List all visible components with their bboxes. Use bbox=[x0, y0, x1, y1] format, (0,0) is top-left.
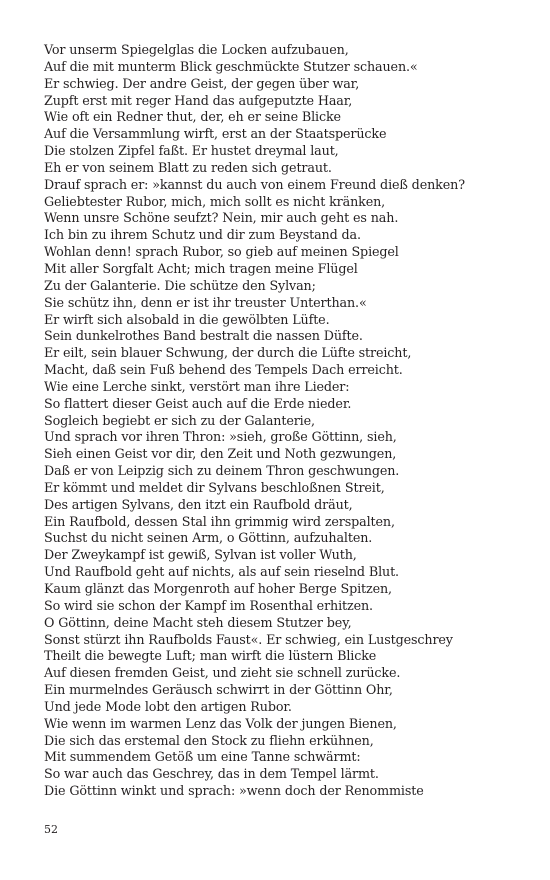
poem-line: Drauf sprach er: »kannst du auch von einem Freund dieß denken? bbox=[44, 177, 465, 193]
poem-line: Zupft erst mit reger Hand das aufgeputzte Haar, bbox=[44, 93, 353, 109]
poem-line: Theilt die bewegte Luft; man wirft die lüstern Blicke bbox=[44, 649, 377, 665]
poem-line: Und Raufbold geht auf nichts, als auf sein rieselnd Blut. bbox=[44, 565, 399, 581]
poem-line: Er wirft sich alsobald in die gewölbten Lüfte. bbox=[44, 312, 330, 328]
poem-line: Und sprach vor ihren Thron: »sieh, große Göttinn, sieh, bbox=[44, 430, 397, 446]
poem-line: Sonst stürzt ihn Raufbolds Faust«. Er schwieg, ein Lustgeschrey bbox=[44, 632, 453, 648]
poem-line: Kaum glänzt das Morgenroth auf hoher Berge Spitzen, bbox=[44, 582, 392, 597]
poem-line: Zu der Galanterie. Die schütze den Sylvan; bbox=[44, 278, 316, 294]
poem-line: Vor unserm Spiegelglas die Locken aufzubauen, bbox=[44, 43, 349, 58]
poem-line: Ich bin zu ihrem Schutz und dir zum Beystand da. bbox=[44, 228, 361, 244]
poem-line: Ein murmelndes Geräusch schwirrt in der Göttinn Ohr, bbox=[44, 683, 393, 699]
poem-line: Macht, daß sein Fuß behend des Tempels Dach erreicht. bbox=[44, 363, 403, 379]
poem-line: Auf diesen fremden Geist, und zieht sie schnell zurücke. bbox=[44, 666, 401, 682]
poem-line: Die sich das erstemal den Stock zu fliehn erkühnen, bbox=[44, 733, 374, 749]
poem-line: Wie eine Lerche sinkt, verstört man ihre Lieder: bbox=[44, 379, 350, 395]
poem-line: Sieh einen Geist vor dir, den Zeit und Noth gezwungen, bbox=[44, 447, 397, 463]
poem-line: Die Göttinn winkt und sprach: »wenn doch der Renommiste bbox=[44, 784, 424, 800]
poem-line: Er schwieg. Der andre Geist, der gegen über war, bbox=[44, 76, 360, 92]
poem-line: Des artigen Sylvans, den itzt ein Raufbold dräut, bbox=[44, 497, 353, 513]
poem-line: So wird sie schon der Kampf im Rosenthal erhitzen. bbox=[44, 598, 373, 614]
poem-line: Die stolzen Zipfel faßt. Er hustet dreymal laut, bbox=[44, 144, 339, 160]
poem-line: Auf die mit munterm Blick geschmückte Stutzer schauen.« bbox=[44, 59, 418, 75]
poem-line: Der Zweykampf ist gewiß, Sylvan ist voller Wuth, bbox=[44, 548, 357, 564]
poem-line: Suchst du nicht seinen Arm, o Göttinn, aufzuhalten. bbox=[44, 531, 373, 547]
poem-line: Sein dunkelrothes Band bestralt die nassen Düfte. bbox=[44, 329, 363, 345]
poem-line: Mit aller Sorgfalt Acht; mich tragen meine Flügel bbox=[44, 261, 358, 277]
poem-line: Und jede Mode lobt den artigen Rubor. bbox=[44, 699, 292, 715]
page-number: 52 bbox=[44, 823, 58, 836]
poem-line: Er kömmt und meldet dir Sylvans beschloßnen Streit, bbox=[44, 480, 385, 496]
poem-line: Wohlan denn! sprach Rubor, so gieb auf meinen Spiegel bbox=[44, 245, 399, 261]
poem-line: Wenn unsre Schöne seufzt? Nein, mir auch geht es nah. bbox=[44, 211, 399, 227]
poem-line: O Göttinn, deine Macht steh diesem Stutzer bey, bbox=[44, 615, 352, 631]
poem-line: So flattert dieser Geist auch auf die Erde nieder. bbox=[44, 396, 352, 412]
poem-line: Eh er von seinem Blatt zu reden sich getraut. bbox=[44, 160, 332, 176]
poem-text bbox=[44, 43, 524, 801]
poem-line: Geliebtester Rubor, mich, mich sollt es nicht kränken, bbox=[44, 194, 386, 210]
poem-line: Sogleich begiebt er sich zu der Galanterie, bbox=[44, 413, 315, 429]
poem-line: Sie schütz ihn, denn er ist ihr treuster Unterthan.« bbox=[44, 295, 367, 311]
poem-line: Wie oft ein Redner thut, der, eh er seine Blicke bbox=[44, 110, 341, 126]
poem-line: Auf die Versammlung wirft, erst an der Staatsperücke bbox=[44, 127, 387, 143]
poem-line: Mit summendem Getöß um eine Tanne schwärmt: bbox=[44, 750, 361, 766]
poem-line: Ein Raufbold, dessen Stal ihn grimmig wird zerspalten, bbox=[44, 514, 395, 530]
poem-line: Wie wenn im warmen Lenz das Volk der jungen Bienen, bbox=[44, 716, 397, 732]
poem-line: So war auch das Geschrey, das in dem Tempel lärmt. bbox=[44, 767, 379, 783]
poem-line: Daß er von Leipzig sich zu deinem Thron geschwungen. bbox=[44, 464, 400, 480]
poem-line: Er eilt, sein blauer Schwung, der durch die Lüfte streicht, bbox=[44, 346, 412, 362]
